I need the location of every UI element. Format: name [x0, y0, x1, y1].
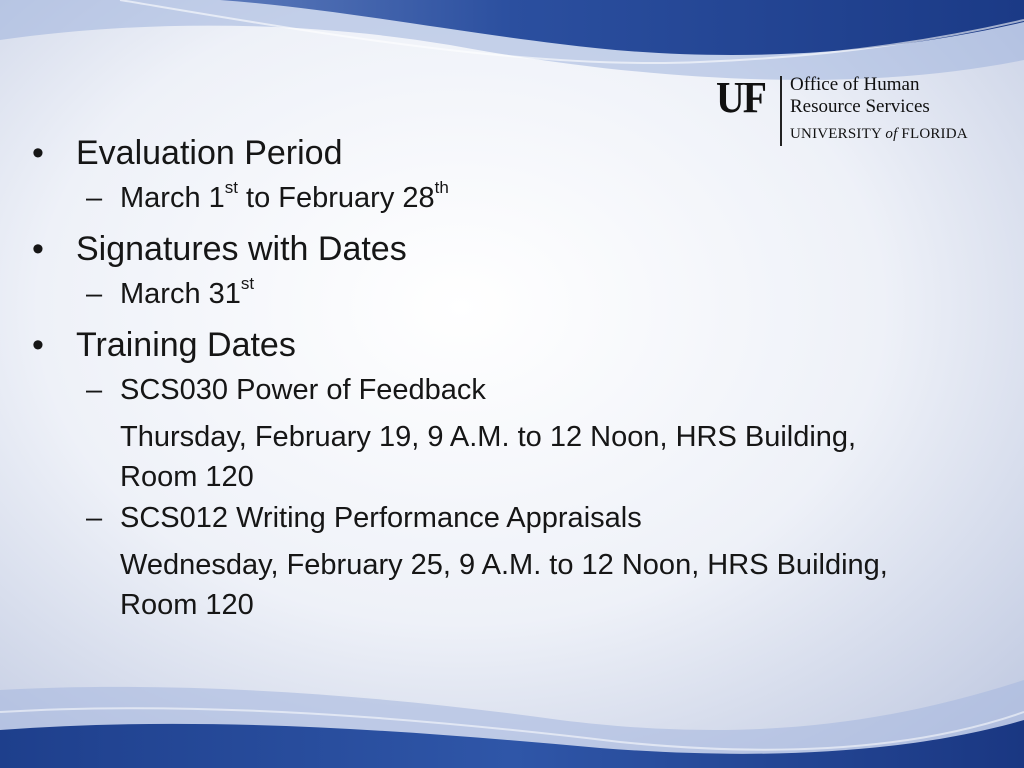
bullet-title: Signatures with Dates: [76, 230, 407, 268]
bullet-marker: •: [32, 326, 44, 364]
bullet-training-dates: [30, 325, 910, 365]
bullet-evaluation-period: [30, 133, 910, 173]
logo-line-3-post: FLORIDA: [897, 126, 968, 142]
course-name: SCS030 Power of Feedback: [120, 374, 486, 406]
sub-bullet-course-2: [30, 501, 910, 535]
bullet-title: Evaluation Period: [76, 134, 343, 172]
dash-marker: –: [86, 182, 103, 214]
slide-content: [30, 133, 910, 635]
sub-bullet-evaluation-dates: [30, 178, 910, 215]
course-name: SCS012 Writing Performance Appraisals: [120, 502, 642, 534]
bullet-marker: •: [32, 134, 44, 172]
sub-text: to February 28: [238, 182, 435, 214]
logo-line-1: Office of Human: [790, 74, 920, 95]
bullet-marker: •: [32, 230, 44, 268]
dash-marker: –: [86, 374, 103, 406]
course-2-details: Wednesday, February 25, 9 A.M. to 12 Noon, HRS Building, Room 120: [120, 549, 888, 621]
sub-bullet-course-1: [30, 373, 910, 407]
ordinal-suffix: st: [224, 178, 238, 197]
ordinal-suffix: st: [240, 274, 255, 293]
dash-marker: –: [86, 502, 103, 534]
sub-text: March 31: [120, 278, 241, 310]
logo-line-3-of: of: [885, 126, 898, 142]
course-1-details: Thursday, February 19, 9 A.M. to 12 Noon, HRS Building, Room 120: [120, 421, 857, 493]
dash-marker: –: [86, 278, 103, 310]
ordinal-suffix: th: [434, 178, 449, 197]
sub-bullet-signature-date: [30, 274, 910, 311]
logo-line-2: Resource Services: [790, 96, 930, 117]
bullet-signatures: [30, 229, 910, 269]
bullet-title: Training Dates: [76, 326, 296, 364]
sub-text: March 1: [120, 182, 225, 214]
uf-logo-mark: UF: [716, 73, 766, 122]
logo-line-3-pre: UNIVERSITY: [790, 126, 886, 142]
